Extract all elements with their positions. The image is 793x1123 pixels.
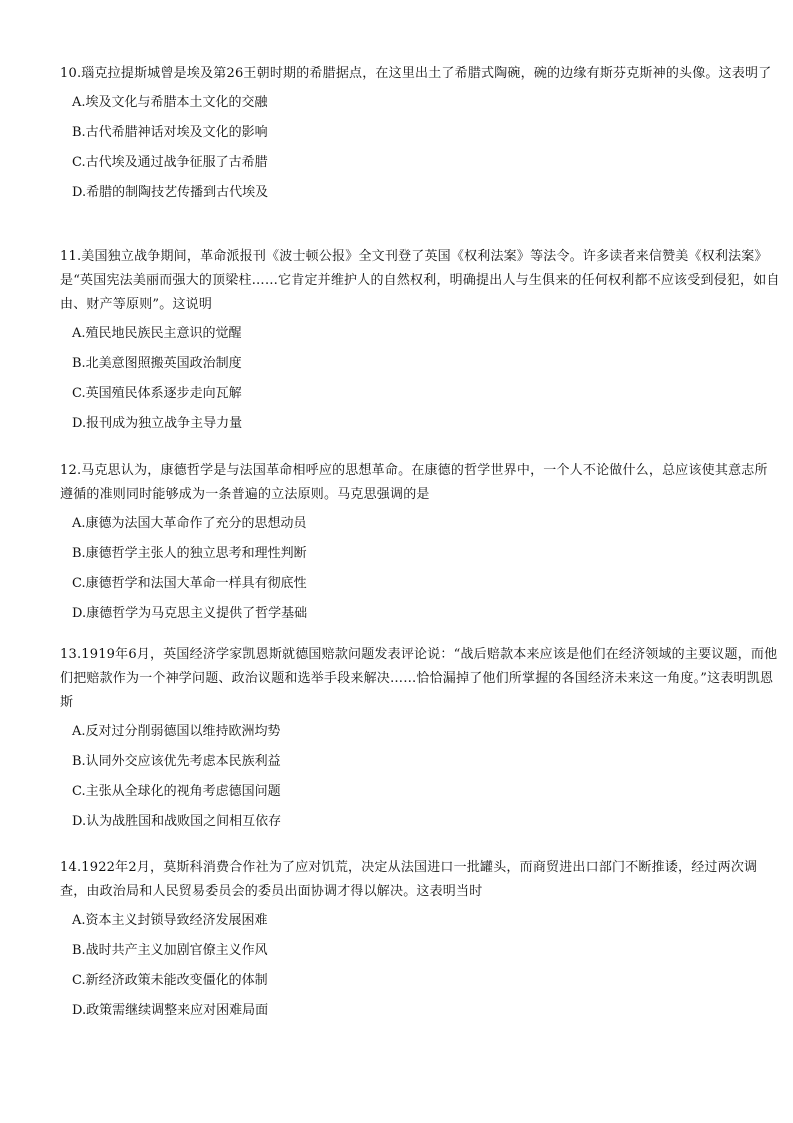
question-14 (60, 856, 780, 1030)
option-b: B.康德哲学主张人的独立思考和理性判断 (72, 546, 307, 561)
option-a: A.资本主义封锁导致经济发展困难 (72, 913, 268, 928)
option-list (60, 513, 780, 633)
option-list (60, 721, 780, 841)
option-b: B.认同外交应该优先考虑本民族利益 (72, 754, 281, 769)
option-a: A.埃及文化与希腊本土文化的交融 (72, 95, 268, 110)
option-list (60, 910, 780, 1030)
question-11 (60, 245, 780, 443)
option-d: D.希腊的制陶技艺传播到古代埃及 (72, 185, 269, 200)
option-b: B.北美意图照搬英国政治制度 (72, 356, 242, 371)
question-stem: 12.马克思认为，康德哲学是与法国革命相呼应的思想革命。在康德的哲学世界中，一个人不论做什么，总应该使其意志所遵循的准则同时能够成为一条普遍的立法原则。马克思强调的是 (60, 463, 768, 502)
option-c: C.主张从全球化的视角考虑德国问题 (72, 784, 281, 799)
option-d: D.政策需继续调整来应对困难局面 (72, 1003, 269, 1018)
option-list (60, 323, 780, 443)
question-stem: 10.瑙克拉提斯城曾是埃及第26王朝时期的希腊据点，在这里出土了希腊式陶碗，碗的边缘有斯芬克斯神的头像。这表明了 (60, 66, 772, 81)
option-c: C.康德哲学和法国大革命一样具有彻底性 (72, 576, 307, 591)
question-10 (60, 62, 780, 212)
option-d: D.认为战胜国和战败国之间相互依存 (72, 814, 282, 829)
option-d: D.康德哲学为马克思主义提供了哲学基础 (72, 606, 308, 621)
option-c: C.新经济政策未能改变僵化的体制 (72, 973, 268, 988)
option-a: A.殖民地民族民主意识的觉醒 (72, 326, 242, 341)
option-a: A.反对过分削弱德国以维持欧洲均势 (72, 724, 281, 739)
option-b: B.古代希腊神话对埃及文化的影响 (72, 125, 268, 140)
question-13 (60, 643, 780, 841)
question-12 (60, 459, 780, 633)
option-b: B.战时共产主义加剧官僚主义作风 (72, 943, 268, 958)
question-stem: 11.美国独立战争期间，革命派报刊《波士顿公报》全文刊登了英国《权利法案》等法令。许多读者来信赞美《权利法案》是“英国宪法美丽而强大的顶梁柱……它肯定并维护人的自然权利，明确提出人与生俱来的任何权利都不应该受到侵犯，如自由、财产等原则”。这说明 (60, 249, 780, 312)
question-stem: 13.1919年6月，英国经济学家凯恩斯就德国赔款问题发表评论说：“战后赔款本来应该是他们在经济领域的主要议题，而他们把赔款作为一个神学问题、政治议题和选举手段来解决……恰恰漏掉了他们所掌握的各国经济未来这一角度。”这表明凯恩斯 (60, 647, 778, 710)
option-list (60, 92, 780, 212)
option-c: C.古代埃及通过战争征服了古希腊 (72, 155, 268, 170)
option-c: C.英国殖民体系逐步走向瓦解 (72, 386, 242, 401)
question-stem: 14.1922年2月，莫斯科消费合作社为了应对饥荒，决定从法国进口一批罐头，而商贸进出口部门不断推诿，经过两次调查，由政治局和人民贸易委员会的委员出面协调才得以解决。这表明当时 (60, 860, 758, 899)
option-d: D.报刊成为独立战争主导力量 (72, 416, 243, 431)
option-a: A.康德为法国大革命作了充分的思想动员 (72, 516, 307, 531)
